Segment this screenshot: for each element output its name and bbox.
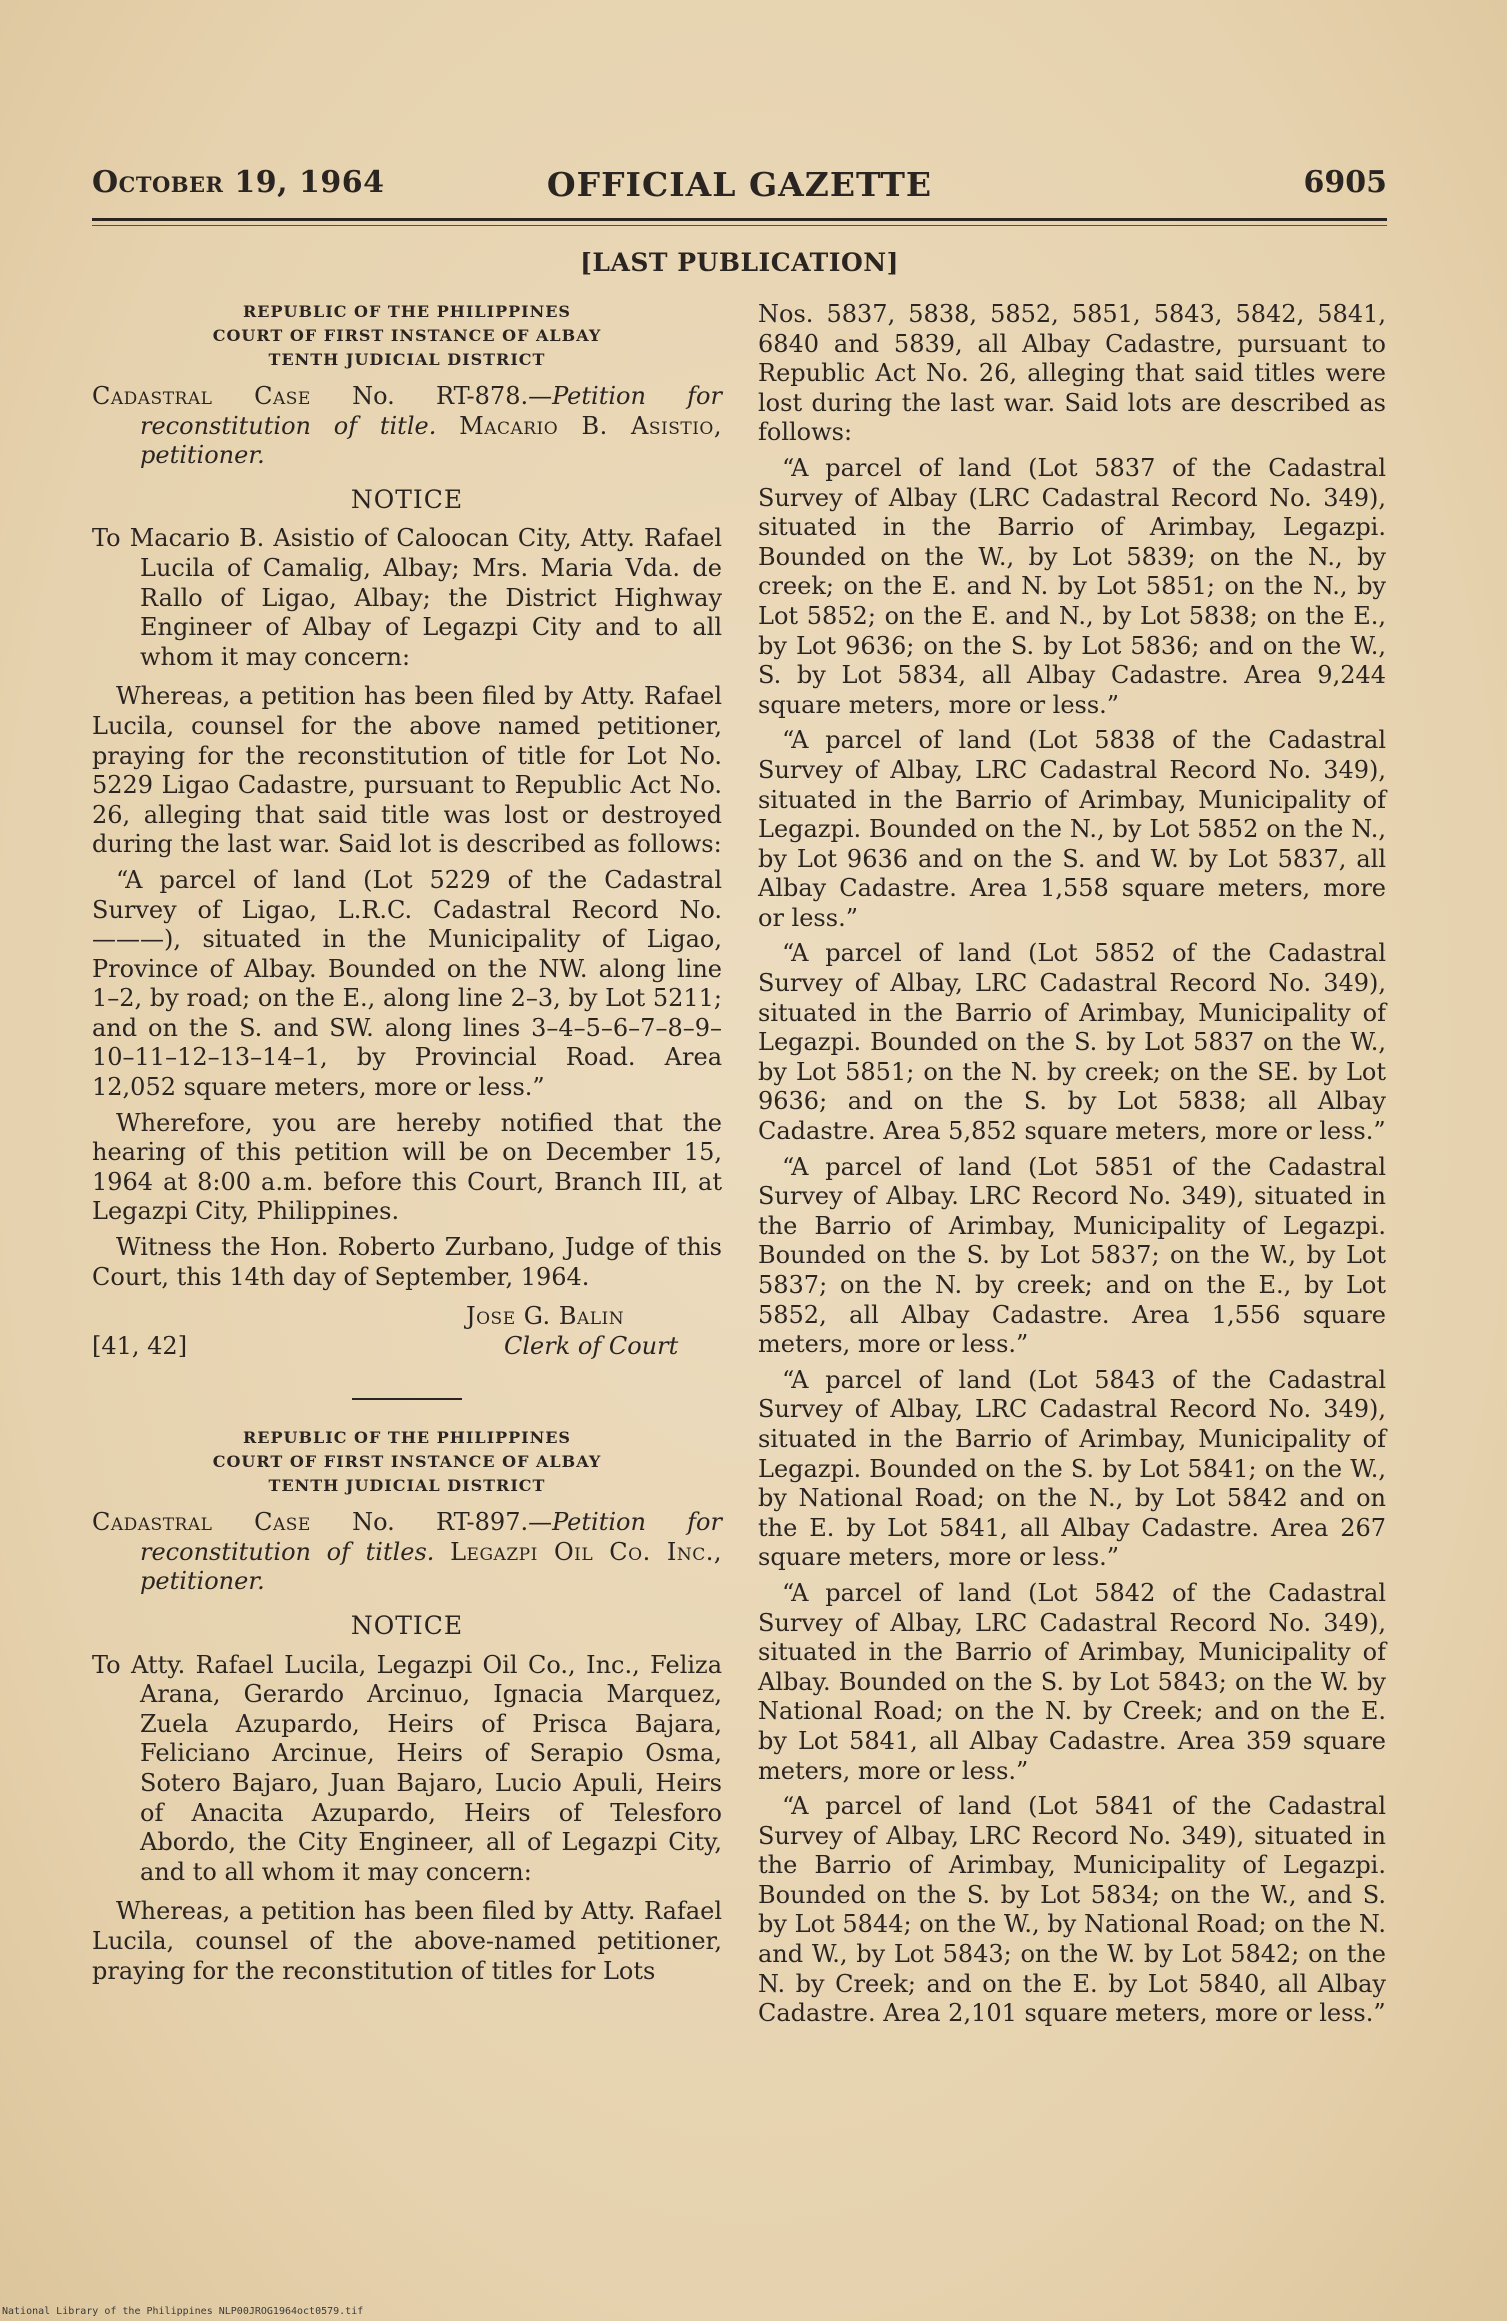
- lot-description: “A parcel of land (Lot 5837 of the Cadastral Survey of Albay (LRC Cadastral Record No. 349), situated in the Barrio of Arimbay, Legazpi. Bounded on the W., by Lot 5839; on the N., by creek; on the E. and N. by Lot 5851; on the N., by Lot 5852; on the E. and N., by Lot 5838; on the E., by Lot 9636; on the S. by Lot 5836; and on the W., S. by Lot 5834, all Albay Cadastre. Area 9,244 square meters, more or less.”: [758, 453, 1386, 719]
- lot-description: “A parcel of land (Lot 5843 of the Cadastral Survey of Albay, LRC Cadastral Record No. 349), situated in the Barrio of Arimbay, Municipality of Legazpi. Bounded on the S. by Lot 5841; on the W., by National Road; on the N., by Lot 5842 and on the E. by Lot 5841, all Albay Cadastre. Area 267 square meters, more or less.”: [758, 1365, 1386, 1572]
- notice1-addressee: To Macario B. Asistio of Caloocan City, Atty. Rafael Lucila of Camalig, Albay; Mrs. Maria Vda. de Rallo of Ligao, Albay; the District Highway Engineer of Albay of Legazpi City and to all whom it may concern:: [92, 524, 722, 671]
- right-column: [758, 300, 1386, 2035]
- caption-line: REPUBLIC OF THE PHILIPPINES: [243, 1428, 571, 1448]
- petitioner-name: Macario B. Asistio,: [459, 411, 722, 440]
- case-description: Petition for reconstitution of titles.: [140, 1508, 722, 1566]
- caption-line: REPUBLIC OF THE PHILIPPINES: [243, 302, 571, 321]
- notice1-case-heading: [92, 382, 722, 471]
- lot-description: “A parcel of land (Lot 5851 of the Cadastral Survey of Albay. LRC Record No. 349), situated in the Barrio of Arimbay, Municipality of Legazpi. Bounded on the S. by Lot 5837; on the W., by Lot 5837; on the N. by creek; and on the E., by Lot 5852, all Albay Cadastre. Area 1,556 square meters, more or less.”: [758, 1152, 1386, 1359]
- header-rule: [92, 218, 1387, 221]
- notice1-signature: [92, 1302, 722, 1368]
- notice1-paragraph: Witness the Hon. Roberto Zurbano, Judge of this Court, this 14th day of September, 1964.: [92, 1233, 722, 1291]
- notice2-case-heading: [92, 1508, 722, 1597]
- petitioner-role: petitioner.: [140, 1567, 265, 1596]
- signatory-name: Jose G. Balin: [466, 1302, 625, 1331]
- notice1-title: NOTICE: [350, 484, 464, 514]
- lot-description: “A parcel of land (Lot 5852 of the Cadastral Survey of Albay, LRC Cadastral Record No. 349), situated in the Barrio of Arimbay, Municipality of Legazpi. Bounded on the S. by Lot 5837 on the W., by Lot 5851; on the N. by creek; on the SE. by Lot 9636; and on the S. by Lot 5838; all Albay Cadastre. Area 5,852 square meters, more or less.”: [758, 939, 1386, 1146]
- publication-title: OFFICIAL GAZETTE: [546, 165, 933, 204]
- notice1-caption: [92, 300, 722, 372]
- page-number: 6905: [1303, 165, 1387, 200]
- notice1-paragraph: “A parcel of land (Lot 5229 of the Cadastral Survey of Ligao, L.R.C. Cadastral Record No. ———), situated in the Municipality of Ligao, Province of Albay. Bounded on the NW. along line 1–2, by road; on the E., along line 2–3, by Lot 5211; and on the S. and SW. along lines 3–4–5–6–7–8–9–10–11–12–13–14–1, by Provincial Road. Area 12,052 square meters, more or less.”: [92, 865, 722, 1102]
- continued-paragraph: Nos. 5837, 5838, 5852, 5851, 5843, 5842, 5841, 6840 and 5839, all Albay Cadastre, pursuant to Republic Act No. 26, alleging that said titles were lost during the last war. Said lots are described as follows:: [758, 300, 1386, 447]
- case-label: Cadastral Case: [92, 382, 311, 410]
- caption-line: TENTH JUDICIAL DISTRICT: [268, 350, 546, 369]
- left-column: [92, 300, 722, 1992]
- caption-line: COURT OF FIRST INSTANCE OF ALBAY: [212, 326, 602, 345]
- header-rule-thin: [92, 225, 1387, 226]
- page-header: [92, 165, 1387, 209]
- petitioner-name: Legazpi Oil Co. Inc.,: [450, 1537, 722, 1566]
- case-label: Cadastral Case: [92, 1508, 311, 1537]
- lot-description: “A parcel of land (Lot 5838 of the Cadastral Survey of Albay, LRC Cadastral Record No. 349), situated in the Barrio of Arimbay, Municipality of Legazpi. Bounded on the N., by Lot 5852 on the N., by Lot 9636 and on the S. and W. by Lot 5837, all Albay Cadastre. Area 1,558 square meters, more or less.”: [758, 726, 1386, 932]
- caption-line: TENTH JUDICIAL DISTRICT: [268, 1476, 546, 1496]
- case-description: Petition for reconstitution of title.: [140, 382, 722, 440]
- scan-footer: National Library of the Philippines NLP00JROG1964oct0579.tif: [2, 2306, 364, 2317]
- notice1-paragraph: Whereas, a petition has been filed by Atty. Rafael Lucila, counsel for the above named petitioner, praying for the reconstitution of title for Lot No. 5229 Ligao Cadastre, pursuant to Republic Act No. 26, alleging that said title was lost or destroyed during the last war. Said lot is described as follows:: [92, 682, 722, 859]
- issue-date: October 19, 1964: [92, 165, 385, 200]
- lot-description: “A parcel of land (Lot 5841 of the Cadastral Survey of Albay, LRC Record No. 349), situated in the Barrio of Arimbay, Municipality of Legazpi. Bounded on the S. by Lot 5834; on the W., and S. by Lot 5844; on the W., by National Road; on the N. and W., by Lot 5843; on the W. by Lot 5842; on the N. by Creek; and on the E. by Lot 5840, all Albay Cadastre. Area 2,101 square meters, more or less.”: [758, 1792, 1386, 2028]
- notice2-addressee: To Atty. Rafael Lucila, Legazpi Oil Co., Inc., Feliza Arana, Gerardo Arcinuo, Ignacia Marquez, Zuela Azupardo, Heirs of Prisca Bajara, Feliciano Arcinue, Heirs of Serapio Osma, Sotero Bajaro, Juan Bajaro, Lucio Apuli, Heirs of Anacita Azupardo, Heirs of Telesforo Abordo, the City Engineer, all of Legazpi City, and to all whom it may concern:: [92, 1650, 722, 1886]
- notice2-title: NOTICE: [350, 1611, 464, 1640]
- section-divider: [352, 1398, 462, 1400]
- notice2-paragraph: Whereas, a petition has been filed by Atty. Rafael Lucila, counsel of the above-named petitioner, praying for the reconstitution of titles for Lots: [92, 1897, 722, 1985]
- notice1-paragraph: Wherefore, you are hereby notified that the hearing of this petition will be on December 15, 1964 at 8:00 a.m. before this Court, Branch III, at Legazpi City, Philippines.: [92, 1108, 722, 1226]
- publication-reference: [41, 42]: [92, 1332, 188, 1361]
- signatory-title: Clerk of Court: [504, 1332, 679, 1361]
- case-number: No. RT-897.—: [352, 1508, 553, 1537]
- notice2-caption: [92, 1426, 722, 1498]
- caption-line: COURT OF FIRST INSTANCE OF ALBAY: [212, 1452, 602, 1472]
- petitioner-role: petitioner.: [140, 441, 265, 470]
- last-publication-label: [LAST PUBLICATION]: [580, 248, 899, 277]
- lot-description: “A parcel of land (Lot 5842 of the Cadastral Survey of Albay, LRC Cadastral Record No. 349), situated in the Barrio of Arimbay, Municipality of Albay. Bounded on the S. by Lot 5843; on the W. by National Road; on the N. by Creek; and on the E. by Lot 5841, all Albay Cadastre. Area 359 square meters, more or less.”: [758, 1578, 1386, 1785]
- case-number: No. RT-878.—: [352, 382, 553, 410]
